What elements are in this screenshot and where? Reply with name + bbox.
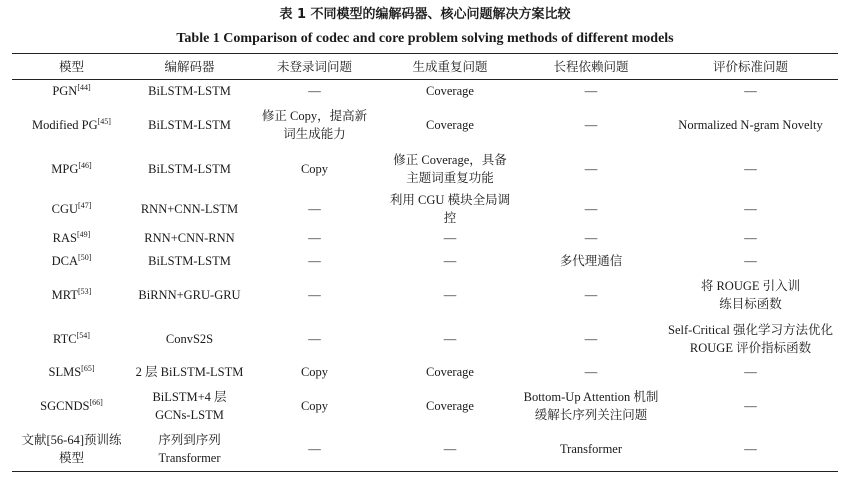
cell-repeat: —: [443, 231, 457, 245]
reference-marker: [45]: [97, 116, 111, 126]
cell-long-range: Bottom-Up Attention 机制缓解长序列关注问题: [523, 389, 659, 422]
cell-model: [12, 227, 131, 250]
cell-evaluation: Normalized N-gram Novelty: [678, 117, 823, 132]
cell-long-range: —: [584, 231, 598, 245]
table-row: [12, 250, 838, 273]
cell-oov: —: [308, 201, 321, 216]
cell-repeat: Coverage: [426, 398, 474, 413]
cell-long-range: Transformer: [559, 442, 623, 457]
cell-codec: BiLSTM-LSTM: [148, 117, 231, 132]
header-evaluation: 评价标准问题: [712, 59, 788, 74]
header-oov: 未登录词问题: [276, 59, 352, 74]
cell-repeat: —: [443, 254, 457, 268]
cell-model: [12, 317, 131, 361]
model-name: RAS: [52, 231, 77, 245]
table-row: [12, 384, 838, 428]
model-name: 文献[56-64]预训练模型: [21, 433, 122, 466]
reference-marker: [54]: [76, 330, 90, 340]
table-row: [12, 227, 838, 250]
cell-model: [12, 250, 131, 273]
header-repeat: 生成重复问题: [412, 59, 488, 74]
model-name: Modified PG: [32, 117, 98, 132]
cell-oov: Copy: [300, 161, 329, 176]
table-header: [12, 54, 838, 80]
table-caption-english: Table 1 Comparison of codec and core problem solving methods of different models: [176, 31, 674, 46]
table-caption-chinese: 表 1 不同模型的编解码器、核心问题解决方案比较: [279, 7, 571, 22]
cell-oov: —: [308, 231, 321, 245]
cell-codec: ConvS2S: [165, 331, 214, 346]
cell-long-range: —: [584, 161, 598, 176]
cell-repeat: Coverage: [426, 117, 474, 132]
cell-codec: RNN+CNN-LSTM: [140, 201, 239, 216]
cell-codec: BiRNN+GRU-GRU: [138, 287, 241, 302]
cell-evaluation: —: [744, 231, 757, 245]
cell-evaluation: —: [744, 442, 757, 457]
table-row: [12, 191, 838, 227]
reference-marker: [47]: [78, 200, 92, 210]
table-row: [12, 80, 838, 103]
table-row: [12, 317, 838, 361]
reference-marker: [49]: [77, 229, 91, 239]
cell-repeat: —: [443, 331, 457, 346]
reference-marker: [50]: [78, 252, 92, 262]
model-name: SGCNDS: [40, 398, 90, 413]
cell-evaluation: —: [744, 398, 757, 413]
header-codec: 编解码器: [164, 59, 215, 74]
cell-oov: 修正 Copy，提高新词生成能力: [261, 108, 368, 141]
cell-evaluation: —: [744, 201, 757, 216]
cell-repeat: Coverage: [426, 365, 474, 379]
table-row: [12, 147, 838, 191]
cell-codec: BiLSTM+4 层 GCNs-LSTM: [152, 389, 227, 422]
cell-oov: Copy: [300, 365, 329, 379]
model-name: MRT: [51, 287, 78, 302]
reference-marker: [53]: [78, 286, 92, 296]
cell-long-range: —: [584, 201, 598, 216]
cell-oov: —: [308, 84, 321, 99]
table-row: [12, 361, 838, 384]
cell-oov: —: [308, 442, 321, 457]
cell-codec: 2 层 BiLSTM-LSTM: [135, 365, 244, 379]
cell-model: [12, 80, 131, 103]
cell-repeat: 修正 Coverage，具备主题词重复功能: [393, 152, 507, 185]
cell-codec: BiLSTM-LSTM: [148, 254, 231, 268]
comparison-table: [12, 53, 838, 472]
cell-model: [12, 273, 131, 317]
cell-model: [12, 384, 131, 428]
reference-marker: [46]: [78, 160, 92, 170]
cell-codec: RNN+CNN-RNN: [144, 231, 235, 245]
cell-evaluation: Self-Critical 强化学习方法优化 ROUGE 评价指标函数: [668, 322, 833, 355]
table-row: [12, 103, 838, 147]
cell-model: [12, 147, 131, 191]
cell-long-range: 多代理通信: [559, 254, 623, 268]
model-name: RTC: [53, 331, 77, 346]
cell-evaluation: —: [744, 84, 757, 99]
cell-model: [12, 428, 131, 472]
cell-evaluation: —: [744, 254, 757, 268]
reference-marker: [66]: [89, 397, 103, 407]
model-name: MPG: [51, 161, 79, 176]
cell-codec: BiLSTM-LSTM: [148, 161, 231, 176]
model-name: SLMS: [48, 365, 82, 379]
cell-repeat: —: [443, 442, 457, 457]
reference-marker: [65]: [81, 363, 95, 373]
cell-model: [12, 103, 131, 147]
cell-codec: BiLSTM-LSTM: [148, 84, 231, 99]
cell-codec: 序列到序列 Transformer: [158, 433, 221, 466]
table-row: [12, 428, 838, 472]
cell-oov: —: [308, 254, 321, 268]
cell-long-range: —: [584, 117, 598, 132]
header-model: 模型: [58, 59, 84, 74]
cell-oov: Copy: [300, 398, 329, 413]
reference-marker: [44]: [77, 83, 91, 93]
cell-oov: —: [308, 331, 321, 346]
cell-repeat: —: [443, 287, 457, 302]
cell-repeat: 利用 CGU 模块全局调控: [389, 192, 511, 225]
cell-evaluation: —: [744, 161, 757, 176]
cell-long-range: —: [584, 331, 598, 346]
model-name: PGN: [52, 84, 78, 99]
header-row: [12, 54, 838, 80]
cell-evaluation: —: [744, 365, 757, 379]
cell-repeat: Coverage: [426, 84, 474, 99]
table-body: [12, 80, 838, 472]
cell-long-range: —: [584, 365, 598, 379]
cell-model: [12, 191, 131, 227]
model-name: DCA: [51, 254, 79, 268]
table-row: [12, 273, 838, 317]
header-long-range: 长程依赖问题: [553, 59, 629, 74]
model-name: CGU: [51, 201, 79, 216]
cell-long-range: —: [584, 84, 598, 99]
cell-oov: —: [308, 287, 321, 302]
cell-evaluation: 将 ROUGE 引入训练目标函数: [700, 278, 801, 311]
cell-model: [12, 361, 131, 384]
cell-long-range: —: [584, 287, 598, 302]
